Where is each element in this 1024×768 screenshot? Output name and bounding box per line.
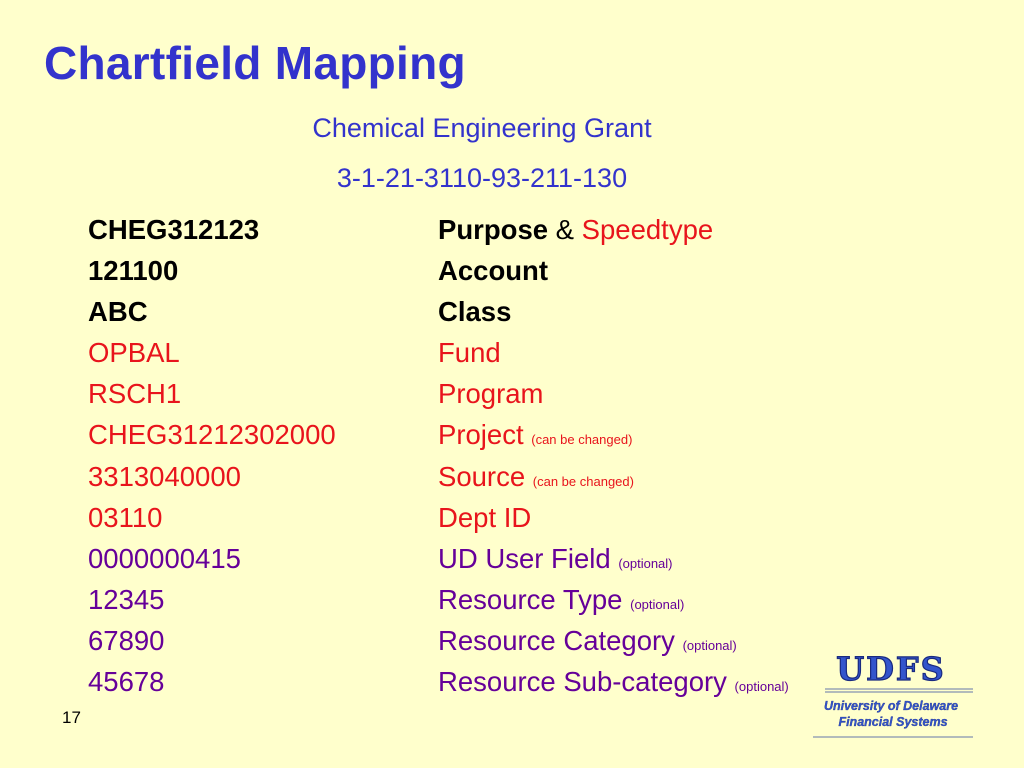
label-connector: & <box>548 214 582 245</box>
note-text: (optional) <box>682 637 737 653</box>
row-label: Fund <box>438 337 501 369</box>
row-value: ABC <box>88 296 148 328</box>
page-number: 17 <box>62 708 81 727</box>
row-value: CHEG312123 <box>88 214 260 245</box>
row-label: Dept ID <box>438 501 532 533</box>
grant-name: Chemical Engineering Grant <box>312 113 652 143</box>
note-text: (can be changed) <box>532 473 634 489</box>
row-value: CHEG31212302000 <box>88 419 336 451</box>
logo-acronym: UDFS <box>836 652 946 688</box>
row-label <box>438 461 634 493</box>
row-value: 03110 <box>88 501 163 533</box>
logo-line1: University of Delaware <box>823 699 959 713</box>
note-text: (optional) <box>734 679 789 695</box>
label-text: Resource Sub-category <box>438 666 727 698</box>
udfs-logo <box>805 652 975 742</box>
label-text: Resource Category <box>438 624 675 656</box>
row-label: Class <box>438 296 512 328</box>
row-label <box>438 625 737 657</box>
row-value: 45678 <box>88 666 165 698</box>
row-label <box>438 419 632 451</box>
note-text: (optional) <box>618 555 673 571</box>
label-text: UD User Field <box>438 542 611 574</box>
note-text: (can be changed) <box>531 432 633 448</box>
row-value: 67890 <box>88 624 165 656</box>
note-text: (optional) <box>630 596 685 612</box>
label-speedtype: Speedtype <box>581 214 714 245</box>
row-label <box>438 584 684 616</box>
row-label <box>438 666 789 698</box>
row-value: 121100 <box>88 255 179 287</box>
label-text: Source <box>438 460 526 492</box>
row-label <box>438 214 713 246</box>
label-purpose: Purpose <box>438 214 549 245</box>
logo-line2: Financial Systems <box>838 715 948 729</box>
row-label: Account <box>438 255 548 287</box>
slide-title: Chartfield Mapping <box>44 37 466 89</box>
row-label <box>438 543 673 575</box>
row-value: 12345 <box>88 583 165 615</box>
row-value: 3313040000 <box>88 460 241 492</box>
label-text: Project <box>438 419 524 451</box>
row-label: Program <box>438 378 544 410</box>
row-value: OPBAL <box>88 337 180 369</box>
row-value: RSCH1 <box>88 378 182 410</box>
row-value: 0000000415 <box>88 542 241 574</box>
grant-number: 3-1-21-3110-93-211-130 <box>336 163 628 193</box>
label-text: Resource Type <box>438 583 623 615</box>
